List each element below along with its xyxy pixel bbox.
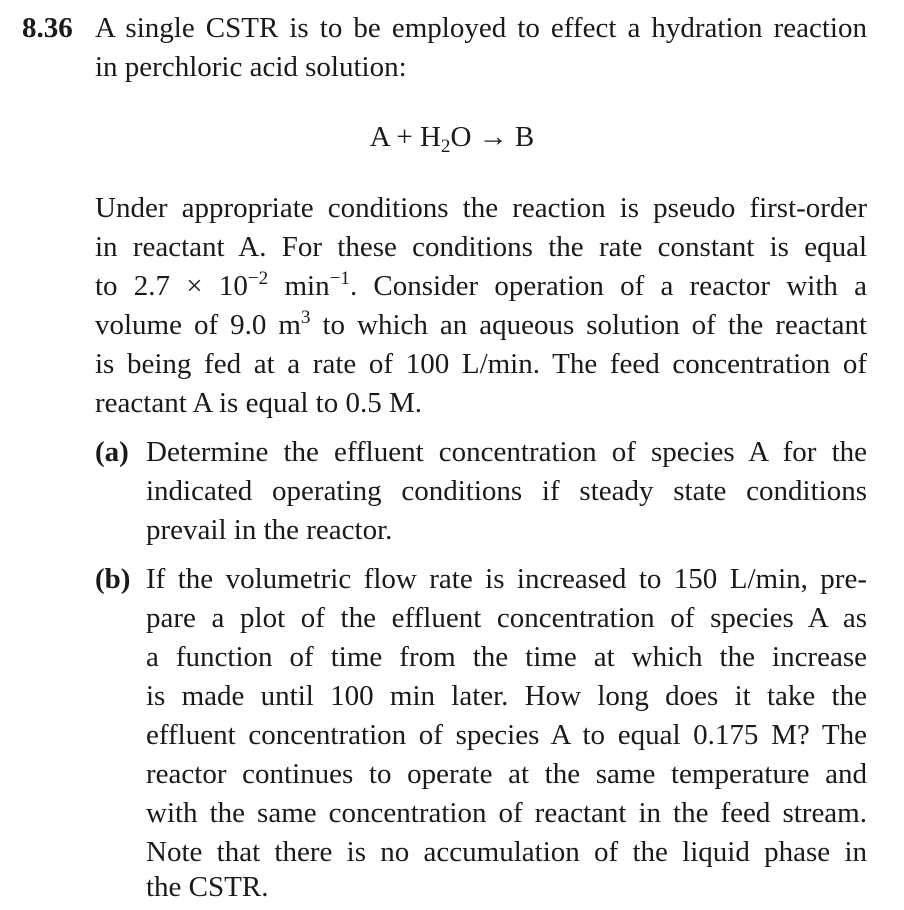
equation-left: A + H [369, 121, 441, 153]
part-b-line-4: is made until 100 min later. How long does it take the [146, 680, 867, 712]
part-b-line-3: a function of time from the time at which the increase [146, 641, 867, 673]
part-a-label: (a) [95, 436, 129, 468]
body-line-2: in reactant A. For these conditions the rate constant is equal [95, 231, 867, 263]
body-line-3 [95, 267, 867, 305]
part-b-line-7: with the same concentration of reactant in the feed stream. [146, 797, 867, 829]
body-line-6: reactant A is equal to 0.5 M. [95, 387, 422, 419]
equation-right: O → B [450, 121, 535, 153]
part-a-line-1: Determine the effluent concentration of species A for the [146, 436, 867, 468]
unit-min-exponent: −1 [329, 268, 350, 290]
problem-number: 8.36 [22, 12, 73, 44]
part-a-line-2: indicated operating conditions if steady state conditions [146, 475, 867, 507]
part-b-line-2: pare a plot of the effluent concentration of species A as [146, 602, 867, 634]
part-a-line-3: prevail in the reactor. [146, 514, 393, 546]
body-line-5: is being fed at a rate of 100 L/min. The feed concentration of [95, 348, 867, 380]
rate-constant-text: to 2.7 × 10 [95, 270, 248, 302]
unit-min: min [268, 270, 330, 302]
part-b-line-1: If the volumetric flow rate is increased to 150 L/min, pre- [146, 563, 867, 595]
body-line-1: Under appropriate conditions the reaction is pseudo first-order [95, 192, 867, 224]
equation-subscript: 2 [440, 135, 451, 157]
intro-line-2: in perchloric acid solution: [95, 51, 407, 83]
volume-text: volume of 9.0 m [95, 309, 301, 341]
part-b-line-8: Note that there is no accumulation of the liquid phase in [146, 836, 867, 868]
intro-line-1: A single CSTR is to be employed to effect a hydration reaction [95, 12, 867, 44]
part-b-line-9: the CSTR. [146, 871, 269, 903]
part-b-line-6: reactor continues to operate at the same temperature and [146, 758, 867, 790]
part-b-line-5: effluent concentration of species A to equal 0.175 M? The [146, 719, 867, 751]
body-line-4 [95, 306, 867, 344]
rate-constant-exponent: −2 [247, 268, 269, 290]
part-b-label: (b) [95, 563, 131, 595]
volume-exponent: 3 [300, 307, 311, 329]
reaction-equation [0, 117, 904, 157]
body-line-3-rest: . Consider operation of a reactor with a [349, 270, 867, 302]
body-line-4-rest: to which an aqueous solution of the reactant [310, 309, 868, 341]
